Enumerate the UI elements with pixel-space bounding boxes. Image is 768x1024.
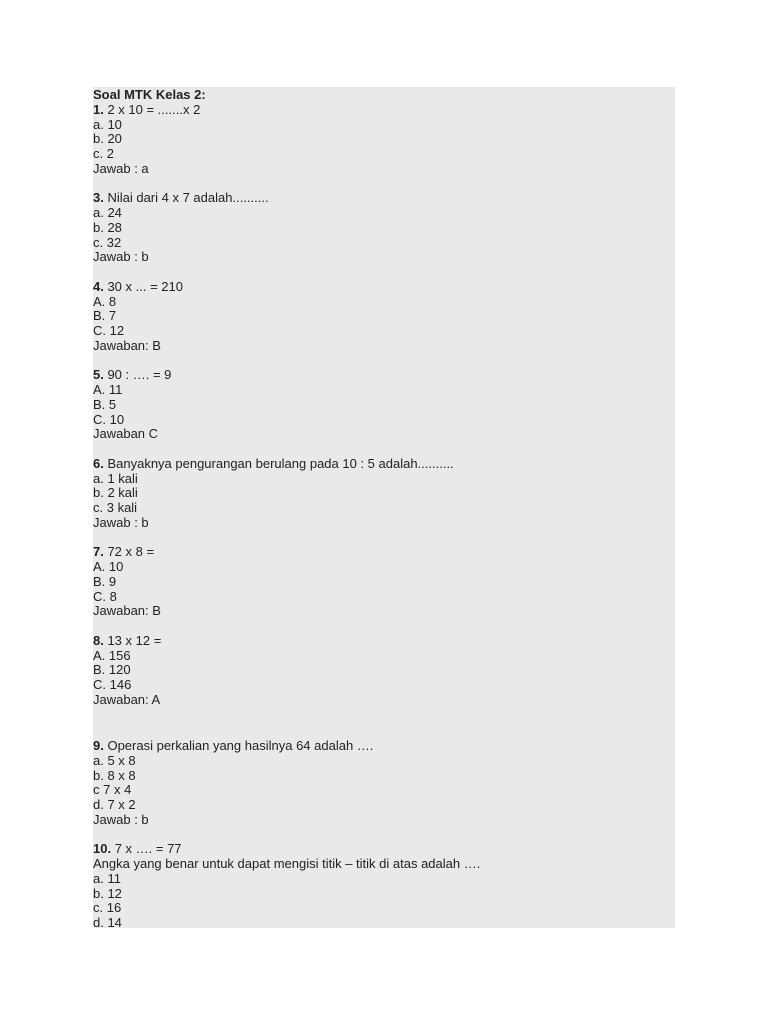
- option: B. 5: [93, 397, 117, 412]
- answer: Jawaban: A: [93, 692, 161, 707]
- question-5: [93, 368, 675, 383]
- spacer: [93, 442, 675, 457]
- question-1: [93, 103, 675, 118]
- question-number: 4.: [93, 279, 104, 294]
- option: a. 5 x 8: [93, 753, 136, 768]
- option: C. 10: [93, 412, 125, 427]
- question-subtext: Angka yang benar untuk dapat mengisi titik – titik di atas adalah ….: [93, 857, 481, 871]
- option: c. 32: [93, 235, 122, 250]
- spacer: [93, 265, 675, 280]
- spacer: [93, 531, 675, 546]
- option: A. 11: [93, 383, 123, 397]
- option: A. 156: [93, 648, 131, 663]
- answer: Jawab : a: [93, 161, 149, 176]
- answer: Jawaban C: [93, 427, 159, 442]
- option: a. 1 kali: [93, 471, 138, 486]
- spacer: [93, 177, 675, 192]
- option: c. 3 kali: [93, 501, 138, 515]
- question-text: 2 x 10 = .......x 2: [103, 102, 201, 117]
- answer: Jawab : b: [93, 250, 149, 265]
- question-number: 7.: [93, 545, 104, 560]
- option: d. 7 x 2: [93, 798, 136, 812]
- question-text: 72 x 8 =: [103, 545, 155, 560]
- question-number: 8.: [93, 633, 104, 648]
- question-3: [93, 191, 675, 206]
- question-number: 5.: [93, 368, 104, 383]
- spacer: [93, 828, 675, 843]
- answer: Jawab : b: [93, 515, 149, 530]
- spacer: [93, 619, 675, 634]
- question-text: 30 x ... = 210: [103, 279, 183, 294]
- question-8: [93, 634, 675, 649]
- document-title: Soal MTK Kelas 2:: [93, 88, 206, 102]
- option: b. 20: [93, 132, 122, 147]
- option: B. 7: [93, 309, 117, 324]
- option: c 7 x 4: [93, 783, 132, 798]
- option: A. 10: [93, 560, 124, 574]
- spacer: [93, 354, 675, 369]
- question-text: Banyaknya pengurangan berulang pada 10 : 5 adalah..........: [103, 456, 454, 471]
- option: b. 28: [93, 220, 122, 235]
- question-text: Operasi perkalian yang hasilnya 64 adalah ….: [103, 739, 374, 753]
- question-number: 3.: [93, 191, 104, 206]
- question-text: 90 : …. = 9: [103, 368, 172, 383]
- question-7: [93, 545, 675, 560]
- question-10: [93, 842, 675, 857]
- option: a. 24: [93, 206, 122, 220]
- question-4: [93, 280, 675, 295]
- question-number: 1.: [93, 102, 104, 117]
- option: C. 12: [93, 324, 125, 338]
- question-text: Nilai dari 4 x 7 adalah..........: [103, 191, 269, 206]
- question-number: 9.: [93, 739, 104, 753]
- option: b. 12: [93, 886, 122, 901]
- document-content: [93, 87, 675, 928]
- question-text: 13 x 12 =: [103, 633, 162, 648]
- option: d. 14: [93, 916, 122, 930]
- answer: Jawaban: B: [93, 338, 161, 353]
- option: B. 9: [93, 574, 117, 589]
- option: C. 8: [93, 589, 117, 604]
- question-text: 7 x …. = 77: [111, 842, 182, 857]
- option: C. 146: [93, 678, 132, 692]
- option: c. 16: [93, 901, 122, 916]
- option: a. 11: [93, 871, 121, 886]
- option: A. 8: [93, 294, 117, 309]
- question-9: [93, 739, 675, 754]
- option: B. 120: [93, 663, 131, 678]
- option: b. 2 kali: [93, 486, 138, 501]
- question-number: 6.: [93, 456, 104, 471]
- question-6: [93, 457, 675, 472]
- option: a. 10: [93, 117, 122, 132]
- spacer: [93, 708, 675, 740]
- answer: Jawab : b: [93, 812, 149, 827]
- option: c. 2: [93, 147, 114, 161]
- option: b. 8 x 8: [93, 768, 136, 783]
- answer: Jawaban: B: [93, 604, 161, 619]
- question-number: 10.: [93, 842, 112, 857]
